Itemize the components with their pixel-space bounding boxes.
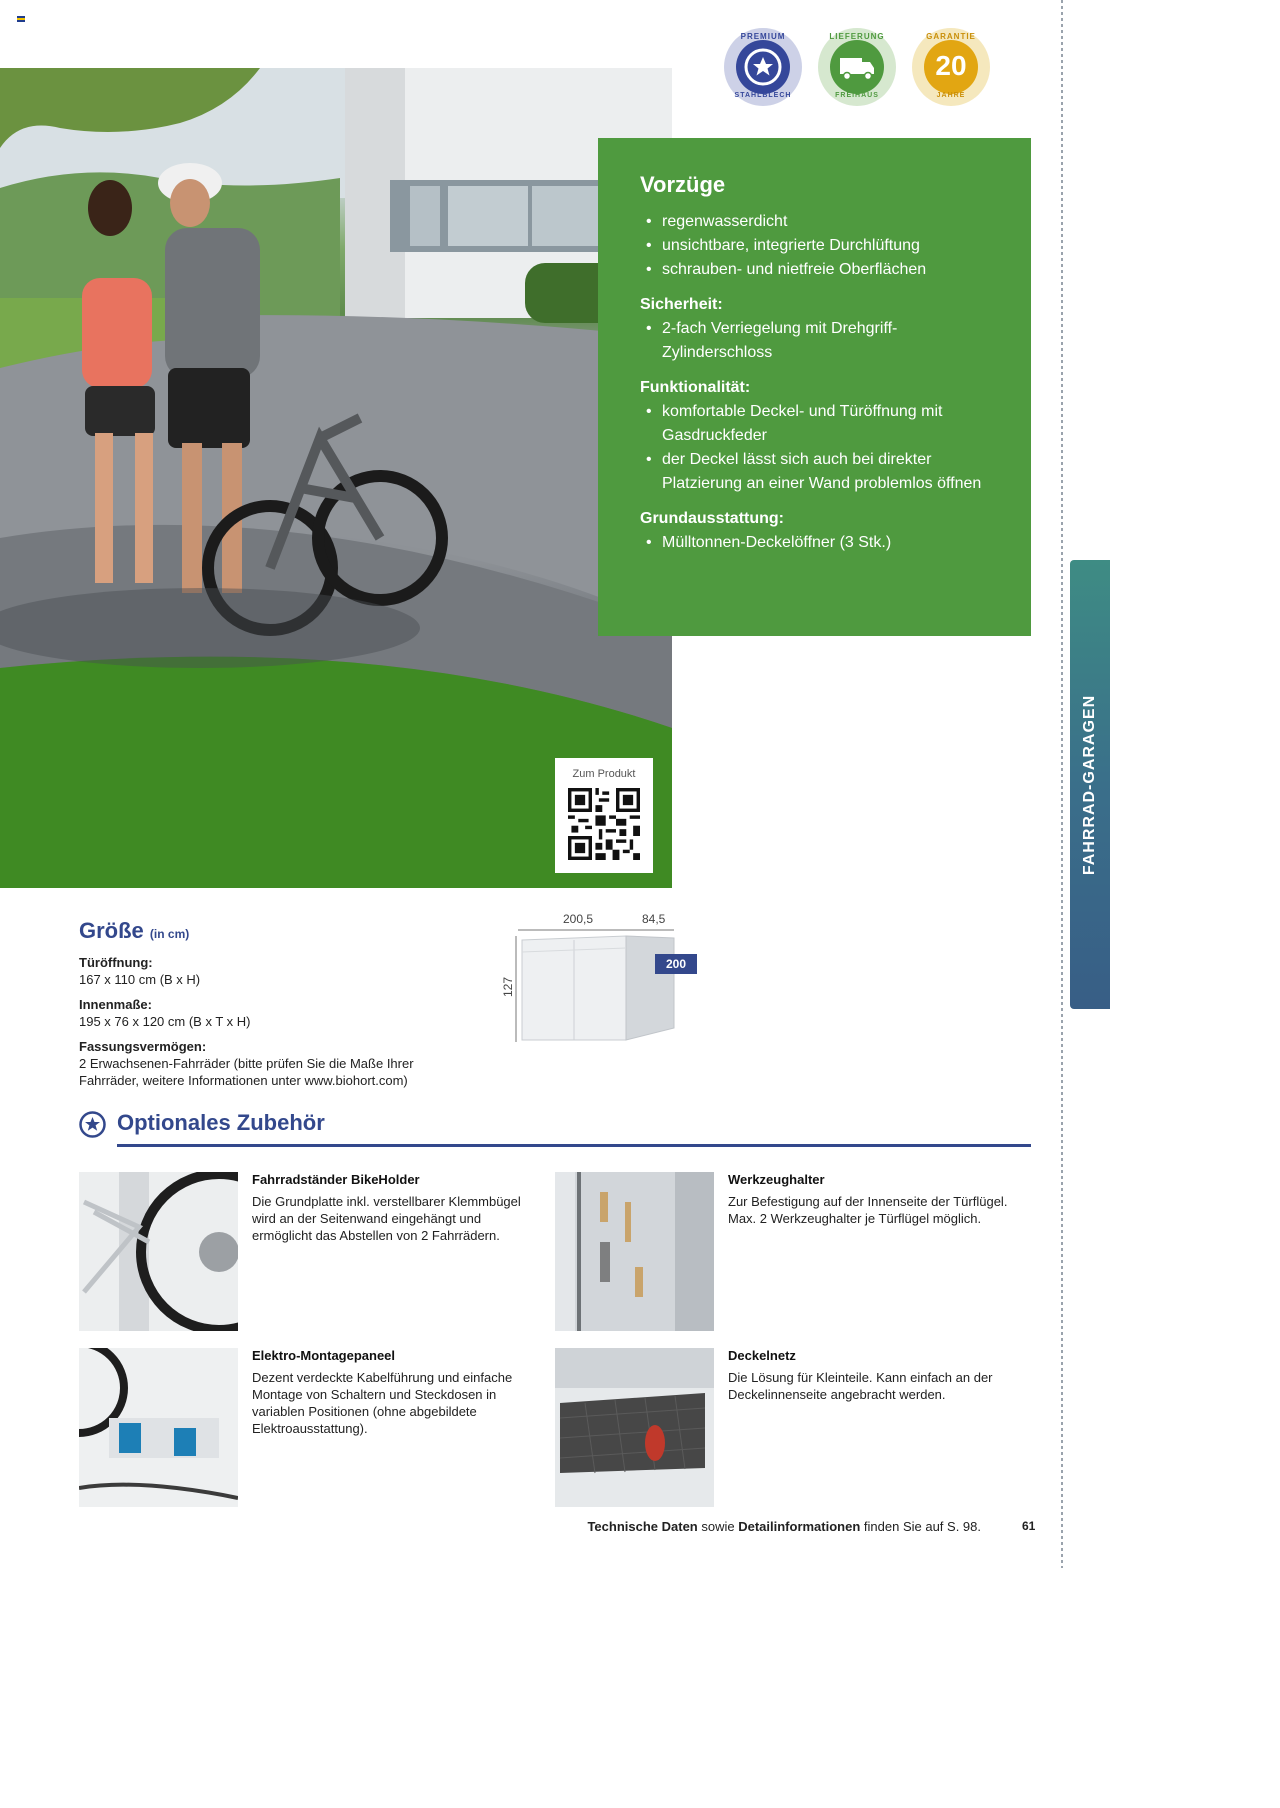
groesse-section [79, 918, 499, 1089]
zubehoer-title: Optionales Zubehör [117, 1110, 325, 1135]
list-item: • der Deckel lässt sich auch bei direkter Platzierung an einer Wand problemlos öffnen [640, 448, 989, 496]
dimension-drawing [498, 908, 708, 1068]
badge-top-text: GARANTIE [926, 32, 976, 41]
spec-value: 167 x 110 cm (B x H) [79, 972, 201, 987]
spec-value: 195 x 76 x 120 cm (B x T x H) [79, 1014, 251, 1029]
accessory-image [79, 1172, 238, 1331]
footer-note [587, 1519, 981, 1534]
spec-label: Türöffnung: [79, 955, 153, 970]
funktionalitaet-list [640, 400, 989, 496]
badge-top-text: PREMIUM [740, 32, 786, 41]
sicherheit-heading: Sicherheit: [640, 296, 723, 313]
grundausstattung-heading: Grundausstattung: [640, 510, 784, 527]
accessory-image [555, 1348, 714, 1507]
accessory-werkzeughalter[interactable] [555, 1172, 1031, 1332]
badge-bottom-text: JAHRE [936, 92, 966, 99]
spec-value: 2 Erwachsenen-Fahrräder (bitte prüfen Sie die Maße Ihrer Fahrräder, weitere Informationen unter www.biohort.com) [79, 1056, 414, 1088]
accessory-title: Deckelnetz [728, 1348, 796, 1363]
product-qr-code[interactable] [555, 758, 653, 873]
groesse-unit: (in cm) [149, 927, 190, 941]
footer-text-1: sowie [697, 1519, 739, 1534]
accessory-text [252, 1348, 542, 1437]
spec-tueroeffnung [79, 954, 499, 988]
qr-code-icon [568, 788, 640, 860]
groesse-title-text: Größe [79, 918, 144, 943]
accessory-title: Fahrradständer BikeHolder [252, 1172, 420, 1187]
vorzuege-box [598, 138, 1031, 636]
accessory-title: Werkzeughalter [728, 1172, 825, 1187]
accessory-description: Die Lösung für Kleinteile. Kann einfach an der Deckelinnenseite angebracht werden. [728, 1370, 993, 1402]
footer-text-2: finden Sie auf S. 98. [860, 1519, 981, 1534]
accessory-image [79, 1348, 238, 1507]
spec-fassungsvermoegen [79, 1038, 499, 1089]
accessory-description: Zur Befestigung auf der Innenseite der Türflügel. Max. 2 Werkzeughalter je Türflügel möglich. [728, 1194, 1008, 1226]
zubehoer-divider [117, 1144, 1031, 1147]
vorzuege-title: Vorzüge [640, 172, 726, 197]
page-number: 61 [1022, 1519, 1036, 1533]
star-circle-icon [79, 1111, 106, 1138]
groesse-title [79, 918, 499, 944]
badge-center-text: 20 [935, 50, 967, 81]
accessory-bikeholder[interactable] [79, 1172, 555, 1332]
accessory-text [252, 1172, 542, 1244]
accessory-description: Dezent verdeckte Kabelführung und einfache Montage von Schaltern und Steckdosen in variablen Positionen (ohne abgebildete Elektroausstattung). [252, 1370, 513, 1436]
dim-depth: 84,5 [642, 912, 666, 926]
funktionalitaet-heading: Funktionalität: [640, 379, 751, 396]
footer-bold-1: Technische Daten [587, 1519, 698, 1534]
badge-bottom-text: FREIHAUS [835, 92, 879, 99]
dim-badge-200: 200 [655, 954, 697, 974]
accessory-text [728, 1172, 1018, 1227]
grundausstattung-list [640, 531, 989, 555]
footer-bold-2: Detailinformationen [738, 1519, 861, 1534]
spec-label: Fassungsvermögen: [79, 1039, 207, 1054]
accessory-image [555, 1172, 714, 1331]
list-item: • regenwasserdicht [640, 210, 989, 234]
list-item: • unsichtbare, integrierte Durchlüftung [640, 234, 989, 258]
badge-row [724, 28, 990, 106]
accessory-description: Die Grundplatte inkl. verstellbarer Klemmbügel wird an der Seitenwand eingehängt und ermöglicht das Abstellen von 2 Fahrrädern. [252, 1194, 521, 1243]
sicherheit-list [640, 317, 989, 365]
accessory-deckelnetz[interactable] [555, 1348, 1031, 1508]
accessory-elektro-montagepaneel[interactable] [79, 1348, 555, 1508]
dim-width: 200,5 [563, 912, 594, 926]
vorzuege-list [640, 210, 989, 282]
accessory-text [728, 1348, 1018, 1403]
qr-label: Zum Produkt [572, 768, 636, 780]
list-item: • Mülltonnen-Deckelöffner (3 Stk.) [640, 531, 989, 555]
page-edge-divider [1061, 0, 1063, 1568]
language-flag-icon[interactable] [17, 16, 25, 22]
lieferung-freihaus-badge [818, 28, 896, 106]
badge-top-text: LIEFERUNG [829, 32, 885, 41]
list-item: • komfortable Deckel- und Türöffnung mit Gasdruckfeder [640, 400, 989, 448]
dim-height: 127 [501, 976, 516, 998]
side-tab-label: FAHRRAD-GARAGEN [1081, 694, 1098, 875]
list-item: • schrauben- und nietfreie Oberflächen [640, 258, 989, 282]
accessory-title: Elektro-Montagepaneel [252, 1348, 396, 1363]
badge-bottom-text: STAHLBLECH [734, 92, 792, 99]
spec-label: Innenmaße: [79, 997, 152, 1012]
side-tab-fahrrad-garagen[interactable] [1070, 560, 1110, 1009]
spec-innenmasse [79, 996, 499, 1030]
premium-stahlblech-badge [724, 28, 802, 106]
garantie-20-jahre-badge [912, 28, 990, 106]
list-item: • 2-fach Verriegelung mit Drehgriff-Zylinderschloss [640, 317, 989, 365]
